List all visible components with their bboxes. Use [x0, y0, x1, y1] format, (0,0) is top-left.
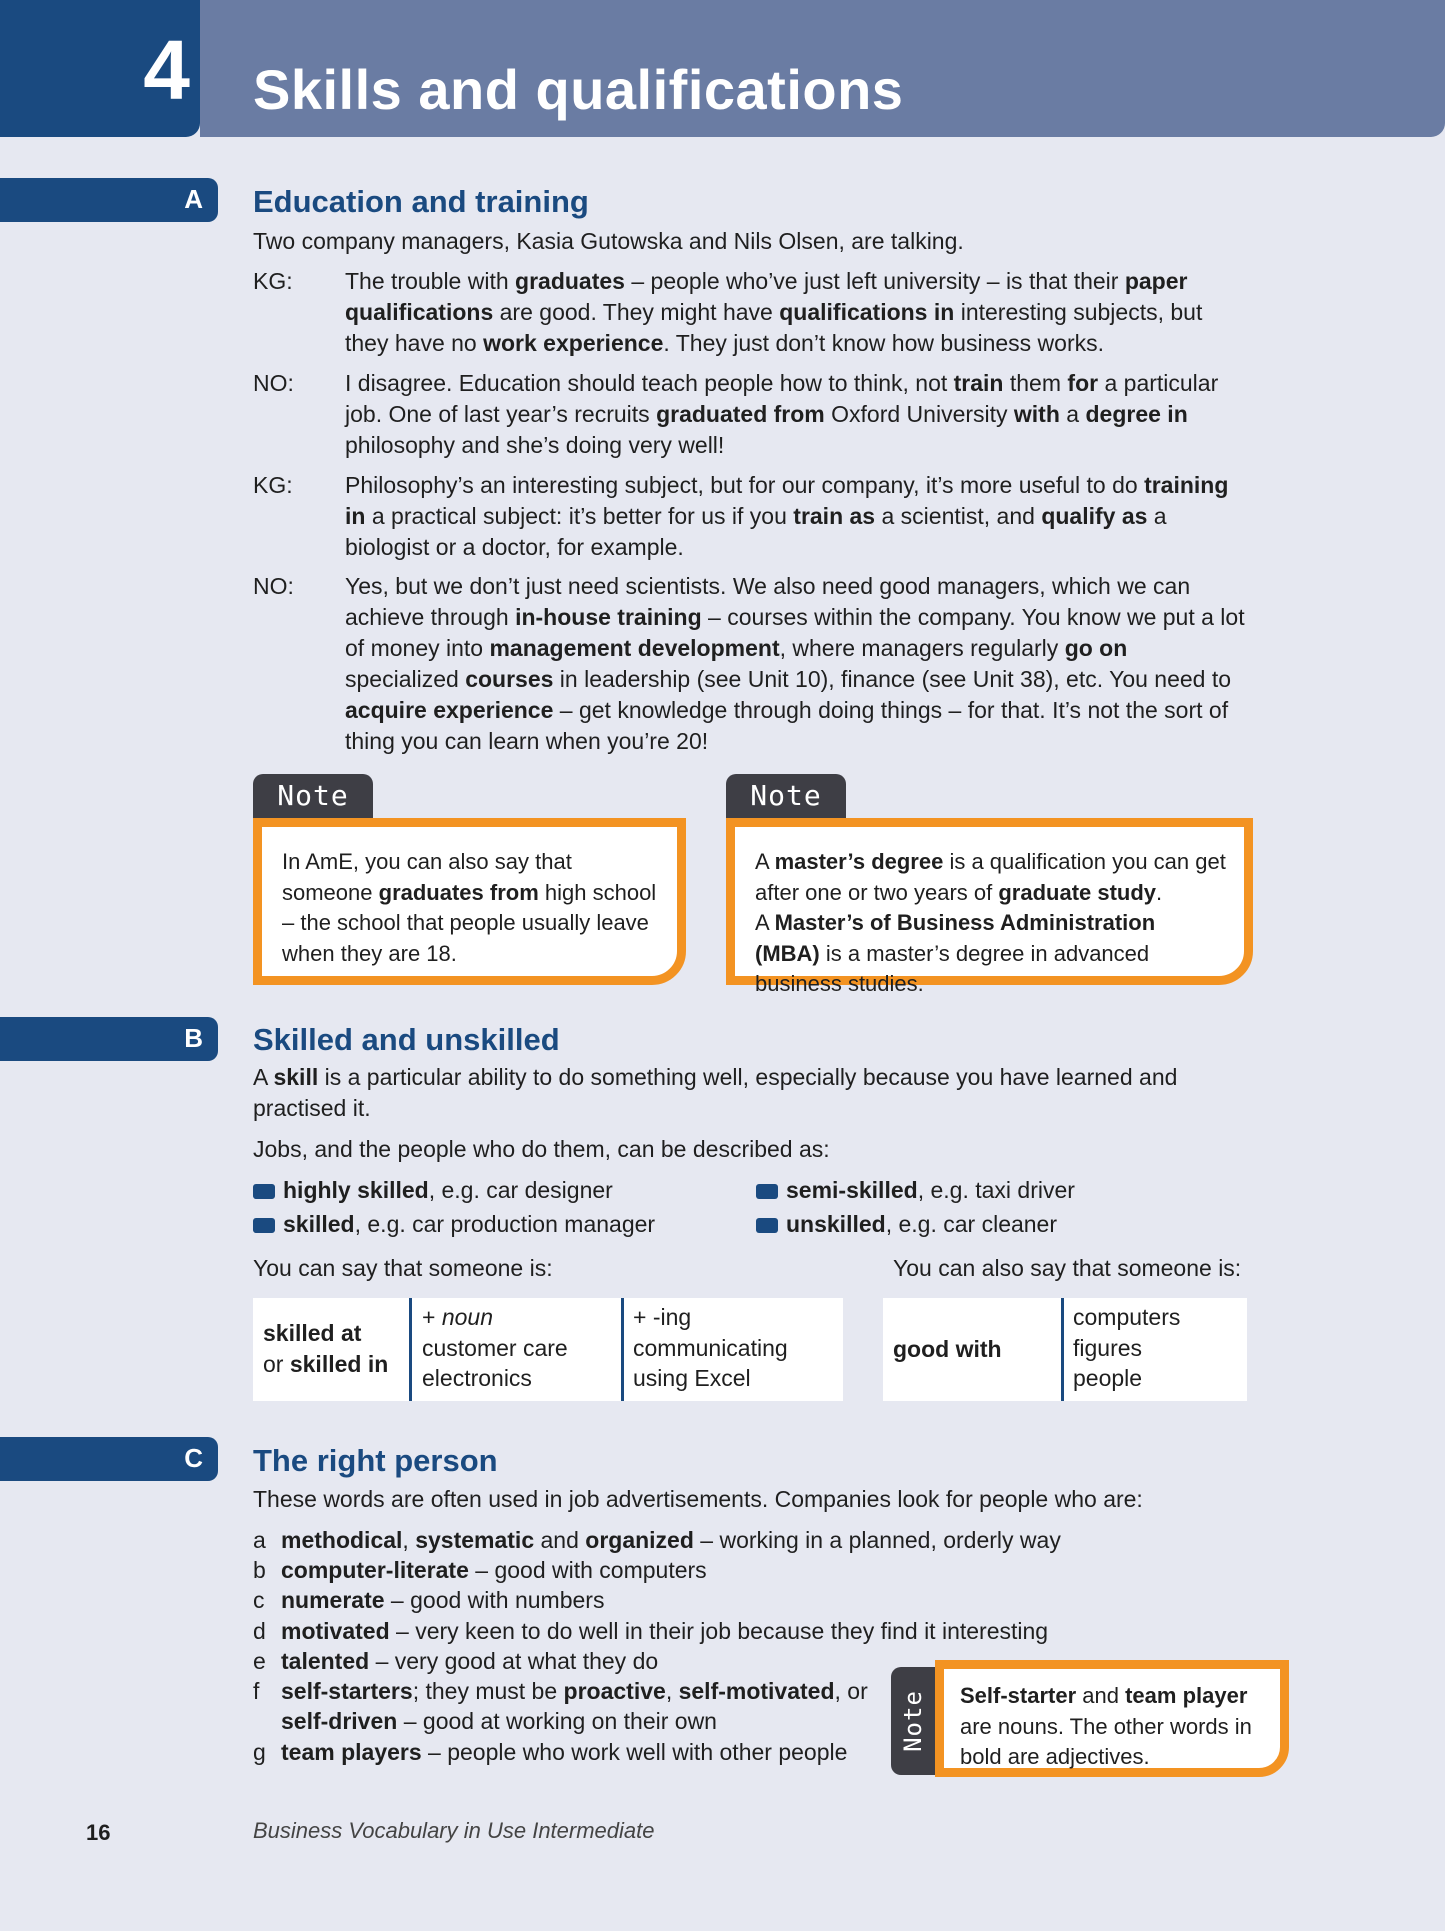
item-text: self-starters; they must be proactive, self-motivated, or: [281, 1678, 868, 1704]
dialogue-line: [253, 368, 1253, 464]
item-text: self-driven – good at working on their own: [281, 1708, 717, 1734]
page-title: Skills and qualifications: [253, 58, 904, 121]
speaker-label: NO:: [253, 573, 294, 599]
speaker-label: KG:: [253, 268, 293, 294]
bullet-icon: [756, 1218, 778, 1233]
phrase-text: good with: [893, 1336, 1002, 1362]
note-label: Note: [726, 774, 846, 818]
note-box: Self-starter and team player are nouns. The other words in bold are adjectives.: [935, 1660, 1289, 1777]
item-letter: a: [253, 1527, 266, 1553]
item-text: numerate – good with numbers: [281, 1587, 605, 1613]
book-title: Business Vocabulary in Use Intermediate: [253, 1818, 655, 1843]
table-cell: [263, 1318, 388, 1379]
table-value: electronics: [422, 1365, 532, 1391]
good-with-table: [883, 1298, 1247, 1401]
section-b-title: Skilled and unskilled: [253, 1022, 560, 1057]
speech-text: I disagree. Education should teach people how to think, not train them for a particular job. One of last year’s recruits graduated from Oxford University with a degree in philosophy and she’s doing very well!: [345, 370, 1219, 458]
dialogue-line: [253, 266, 1253, 362]
section-c-tab: [0, 1437, 218, 1481]
table-cell: [633, 1302, 788, 1394]
table-value: computers: [1073, 1304, 1181, 1330]
section-c-letter: C: [184, 1443, 203, 1473]
section-b-letter: B: [184, 1023, 203, 1053]
say-label: You can say that someone is:: [253, 1255, 553, 1281]
skill-term: unskilled: [786, 1211, 886, 1237]
item-text: computer-literate – good with computers: [281, 1557, 707, 1583]
skill-level-item: [253, 1209, 733, 1240]
table-value: customer care: [422, 1334, 568, 1361]
table-divider: [1061, 1298, 1064, 1401]
note-label: Note: [253, 774, 373, 818]
section-b-tab: [0, 1017, 218, 1061]
table-divider: [621, 1298, 624, 1401]
note-label-tab: [891, 1667, 935, 1775]
speaker-label: KG:: [253, 472, 293, 498]
item-text: methodical, systematic and organized – working in a planned, orderly way: [281, 1527, 1061, 1553]
table-header: + -ing: [633, 1304, 692, 1330]
item-text: talented – very good at what they do: [281, 1648, 659, 1674]
item-letter: e: [253, 1648, 266, 1674]
phrase-text: or: [263, 1350, 290, 1377]
speech-text: Philosophy’s an interesting subject, but for our company, it’s more useful to do training in a practical subject: it’s better for us if you train as a scientist, and qualify as a biologist or a doctor, for example.: [345, 472, 1229, 560]
skill-example: , e.g. car cleaner: [885, 1211, 1058, 1237]
skill-example: , e.g. car designer: [428, 1177, 613, 1203]
section-a-letter: A: [184, 184, 203, 214]
unit-number: 4: [143, 23, 190, 117]
page-number: 16: [86, 1820, 111, 1845]
table-cell: [1073, 1302, 1180, 1394]
skill-level-item: [756, 1175, 1236, 1206]
jobs-intro: Jobs, and the people who do them, can be described as:: [253, 1136, 830, 1162]
item-letter: b: [253, 1557, 266, 1583]
table-value: people: [1073, 1365, 1143, 1391]
note-label: Note: [899, 1690, 927, 1752]
item-letter: f: [253, 1678, 260, 1704]
table-cell: + noun customer care electronics: [422, 1304, 568, 1391]
skill-definition: A skill is a particular ability to do something well, especially because you have learned and practised it.: [253, 1064, 1178, 1121]
section-a-intro: Two company managers, Kasia Gutowska and Nils Olsen, are talking.: [253, 228, 964, 254]
skill-level-item: [756, 1209, 1236, 1240]
phrase-text: skilled at: [263, 1320, 362, 1346]
item-letter: d: [253, 1618, 266, 1644]
also-say-label: You can also say that someone is:: [893, 1255, 1242, 1281]
table-cell: [893, 1334, 1002, 1365]
table-value: figures: [1073, 1334, 1143, 1361]
table-value: using Excel: [633, 1365, 751, 1391]
skilled-at-table: [253, 1298, 843, 1401]
item-letter: c: [253, 1587, 265, 1613]
table-value: communicating: [633, 1334, 788, 1361]
skill-level-item: [253, 1175, 733, 1206]
note-box: A master’s degree is a qualification you can get after one or two years of graduate study. A Master’s of Business Administration (MBA) is a master’s degree in advanced business studies.: [726, 818, 1253, 985]
section-c-title: The right person: [253, 1443, 498, 1478]
skill-term: semi-skilled: [786, 1177, 918, 1203]
skill-example: , e.g. car production manager: [354, 1211, 656, 1237]
table-divider: [409, 1298, 412, 1401]
speech-text: Yes, but we don’t just need scientists. We also need good managers, which we can achieve through in-house training – courses within the company. You know we put a lot of money into management development, where managers regularly go on specialized courses in leadership (see Unit 10), finance (see Unit 38), etc. You need to acquire experience – get knowledge through doing things – for that. It’s not the sort of thing you can learn when you’re 20!: [345, 573, 1245, 754]
bullet-icon: [253, 1218, 275, 1233]
dialogue-line: [253, 571, 1253, 761]
speaker-label: NO:: [253, 370, 294, 396]
section-a-title: Education and training: [253, 184, 589, 219]
bullet-icon: [756, 1184, 778, 1199]
skill-term: highly skilled: [283, 1177, 429, 1203]
item-text: team players – people who work well with other people: [281, 1739, 848, 1765]
section-a-tab: [0, 178, 218, 222]
dialogue-line: [253, 470, 1253, 566]
item-text: motivated – very keen to do well in their job because they find it interesting: [281, 1618, 1049, 1644]
speech-text: The trouble with graduates – people who’ve just left university – is that their paper qualifications are good. They might have qualifications in interesting subjects, but they have no work experience. They just don’t know how business works.: [345, 268, 1203, 356]
phrase-text: skilled in: [289, 1350, 389, 1377]
table-header: noun: [441, 1304, 493, 1330]
item-letter: g: [253, 1739, 266, 1765]
note-box: In AmE, you can also say that someone graduates from high school – the school that people usually leave when they are 18.: [253, 818, 686, 985]
section-c-intro: These words are often used in job advertisements. Companies look for people who are:: [253, 1486, 1143, 1512]
skill-example: , e.g. taxi driver: [917, 1177, 1075, 1203]
bullet-icon: [253, 1184, 275, 1199]
skill-term: skilled: [283, 1211, 355, 1237]
